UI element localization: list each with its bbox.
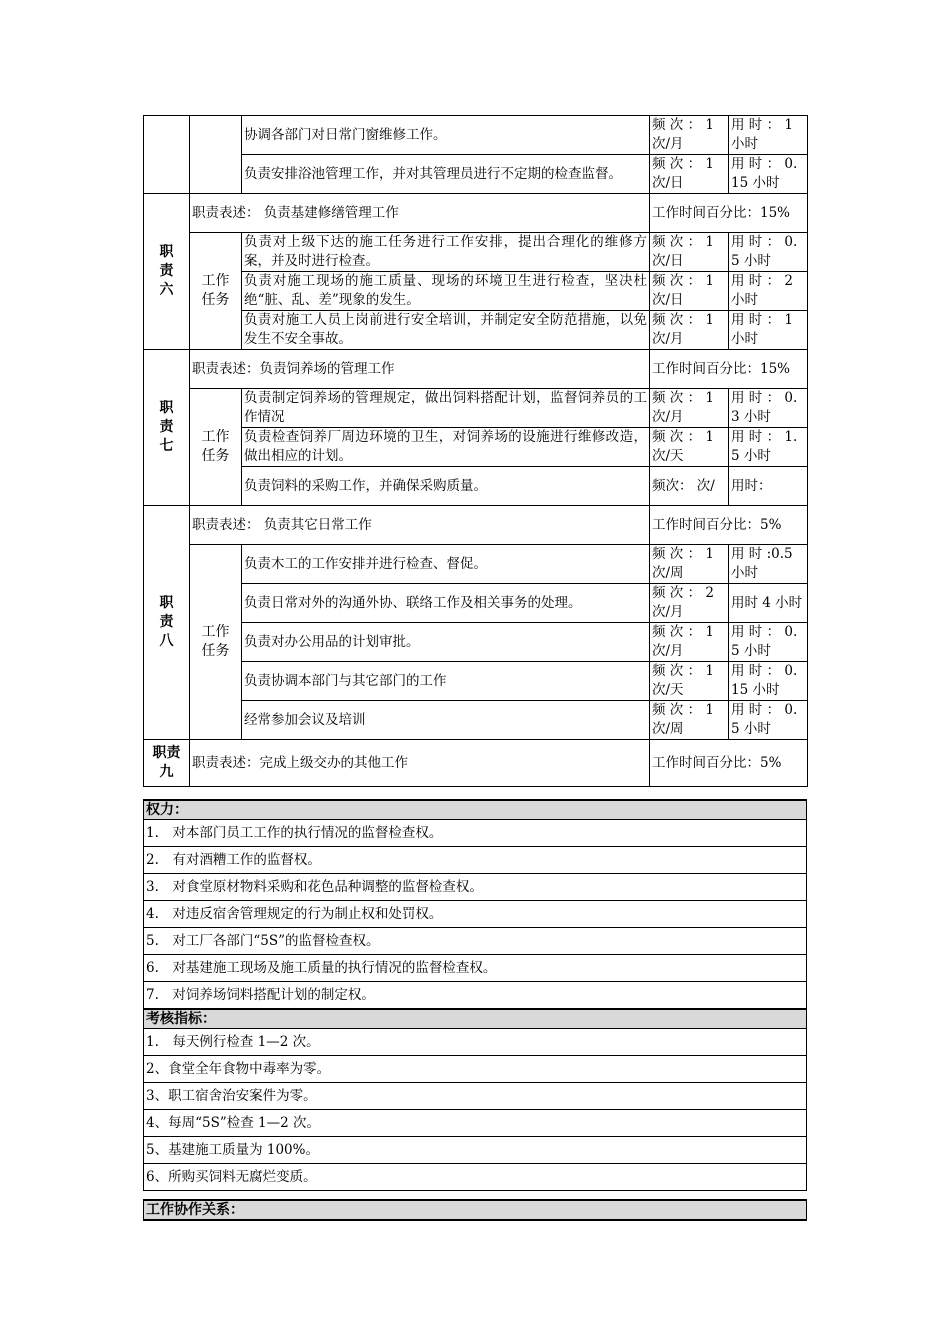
task-text: 负责木工的工作安排并进行检查、督促。 (242, 545, 650, 584)
kpi-title: 考核指标： (144, 1009, 807, 1029)
task-frequency: 频 次 ： 1 次/月 (650, 389, 729, 428)
task-time: 用 时 ： 0.5 小时 (729, 701, 808, 740)
task-frequency: 频 次 ： 1 次/月 (650, 311, 729, 350)
task-time: 用 时 ： 2 小时 (729, 272, 808, 311)
task-text: 负责饲料的采购工作，并确保采购质量。 (242, 467, 650, 506)
task-frequency: 频 次 ： 1 次/周 (650, 545, 729, 584)
task-label: 工作任务 (190, 389, 242, 506)
duty-statement-row (144, 350, 808, 389)
duty-statement-row (144, 506, 808, 545)
task-frequency: 频 次 ： 1 次/月 (650, 116, 729, 155)
list-item: 6. 对基建施工现场及施工质量的执行情况的监督检查权。 (144, 955, 807, 982)
list-item: 1. 对本部门员工工作的执行情况的监督检查权。 (144, 820, 807, 847)
task-text: 负责制定饲养场的管理规定，做出饲料搭配计划，监督饲养员的工作情况 (242, 389, 650, 428)
task-time: 用 时 ： 1 小时 (729, 116, 808, 155)
table-row (144, 545, 808, 584)
list-item: 2. 有对酒糟工作的监督权。 (144, 847, 807, 874)
task-frequency: 频 次 ： 2 次/月 (650, 584, 729, 623)
list-item: 5、基建施工质量为 100%。 (144, 1137, 807, 1164)
list-item: 7. 对饲养场饲料搭配计划的制定权。 (144, 982, 807, 1009)
authority-title: 权力： (144, 800, 807, 820)
task-text: 负责日常对外的沟通外协、联络工作及相关事务的处理。 (242, 584, 650, 623)
task-text: 经常参加会议及培训 (242, 701, 650, 740)
duty-label: 职责六 (144, 194, 190, 350)
time-percentage: 工作时间百分比：15% (650, 194, 808, 233)
task-time: 用 时 :0.5 小时 (729, 545, 808, 584)
list-item: 1. 每天例行检查 1—2 次。 (144, 1029, 807, 1056)
table-row (144, 116, 808, 155)
table-row (144, 467, 808, 506)
list-item: 2、食堂全年食物中毒率为零。 (144, 1056, 807, 1083)
authority-section (143, 799, 807, 1009)
task-frequency: 频 次 ： 1 次/日 (650, 233, 729, 272)
time-percentage: 工作时间百分比：5% (650, 506, 808, 545)
task-time: 用 时 ： 1 小时 (729, 311, 808, 350)
cooperation-title: 工作协作关系： (144, 1200, 807, 1220)
task-frequency: 频次： 次/ (650, 467, 729, 506)
task-frequency: 频 次 ： 1 次/月 (650, 623, 729, 662)
task-text: 负责安排浴池管理工作，并对其管理员进行不定期的检查监督。 (242, 155, 650, 194)
task-time: 用 时 ： 0.15 小时 (729, 155, 808, 194)
task-frequency: 频 次 ： 1 次/日 (650, 272, 729, 311)
list-item: 4、每周“5S”检查 1—2 次。 (144, 1110, 807, 1137)
task-text: 负责检查饲养厂周边环境的卫生，对饲养场的设施进行维修改造，做出相应的计划。 (242, 428, 650, 467)
task-label: 工作任务 (190, 233, 242, 350)
table-row (144, 428, 808, 467)
task-frequency: 频 次 ： 1 次/天 (650, 428, 729, 467)
task-frequency: 频 次 ： 1 次/日 (650, 155, 729, 194)
duty-label: 职责八 (144, 506, 190, 740)
task-frequency: 频 次 ： 1 次/周 (650, 701, 729, 740)
table-row (144, 389, 808, 428)
duty-statement: 职责表述： 负责基建修缮管理工作 (190, 194, 650, 233)
table-row (144, 155, 808, 194)
time-percentage: 工作时间百分比：5% (650, 740, 808, 787)
duty-label-cell (144, 116, 190, 194)
table-row (144, 311, 808, 350)
task-time: 用 时 ： 0.5 小时 (729, 623, 808, 662)
list-item: 3. 对食堂原材物料采购和花色品种调整的监督检查权。 (144, 874, 807, 901)
table-row (144, 272, 808, 311)
table-row (144, 701, 808, 740)
list-item: 5. 对工厂各部门“5S”的监督检查权。 (144, 928, 807, 955)
task-time: 用时 4 小时 (729, 584, 808, 623)
duties-table (143, 115, 808, 787)
duty-statement-row (144, 194, 808, 233)
task-text: 负责对办公用品的计划审批。 (242, 623, 650, 662)
duty-label: 职责七 (144, 350, 190, 506)
kpi-section (143, 1008, 807, 1191)
list-item: 6、所购买饲料无腐烂变质。 (144, 1164, 807, 1191)
duty-statement: 职责表述：负责饲养场的管理工作 (190, 350, 650, 389)
table-row (144, 662, 808, 701)
table-row (144, 233, 808, 272)
table-row (144, 623, 808, 662)
task-time: 用时： (729, 467, 808, 506)
task-text: 负责对上级下达的施工任务进行工作安排，提出合理化的维修方案，并及时进行检查。 (242, 233, 650, 272)
list-item: 3、职工宿舍治安案件为零。 (144, 1083, 807, 1110)
task-label-cell (190, 116, 242, 194)
task-text: 负责对施工人员上岗前进行安全培训，并制定安全防范措施，以免发生不安全事故。 (242, 311, 650, 350)
time-percentage: 工作时间百分比：15% (650, 350, 808, 389)
list-item: 4. 对违反宿舍管理规定的行为制止权和处罚权。 (144, 901, 807, 928)
task-time: 用 时 ： 0.15 小时 (729, 662, 808, 701)
task-text: 负责协调本部门与其它部门的工作 (242, 662, 650, 701)
task-time: 用 时 ： 1.5 小时 (729, 428, 808, 467)
task-label: 工作任务 (190, 545, 242, 740)
duty-label: 职责九 (144, 740, 190, 787)
task-text: 负责对施工现场的施工质量、现场的环境卫生进行检查，坚决杜绝“脏、乱、差”现象的发生。 (242, 272, 650, 311)
duty-statement: 职责表述：完成上级交办的其他工作 (190, 740, 650, 787)
duty-statement: 职责表述： 负责其它日常工作 (190, 506, 650, 545)
task-time: 用 时 ： 0.5 小时 (729, 233, 808, 272)
table-row (144, 584, 808, 623)
task-time: 用 时 ： 0.3 小时 (729, 389, 808, 428)
task-frequency: 频 次 ： 1 次/天 (650, 662, 729, 701)
task-text: 协调各部门对日常门窗维修工作。 (242, 116, 650, 155)
cooperation-section (143, 1199, 807, 1221)
duty-statement-row (144, 740, 808, 787)
